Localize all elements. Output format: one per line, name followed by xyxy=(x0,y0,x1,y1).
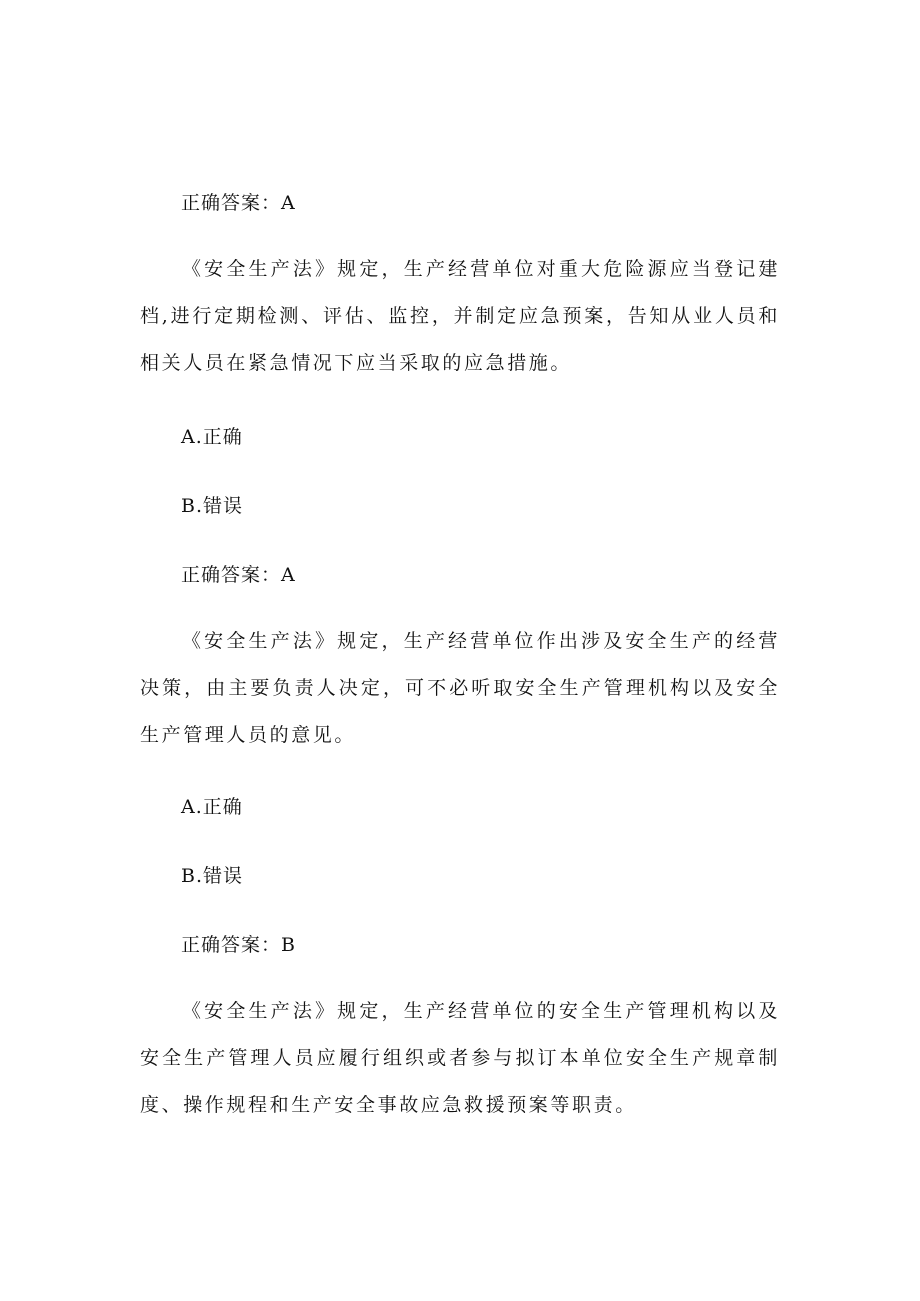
option-a: A.正确 xyxy=(181,426,243,448)
answer-label: 正确答案：B xyxy=(181,934,296,956)
option-b: B.错误 xyxy=(181,495,244,517)
option-a: A.正确 xyxy=(181,796,243,818)
option-b: B.错误 xyxy=(181,865,244,887)
answer-label: 正确答案：A xyxy=(181,192,296,214)
question-text: 《安全生产法》规定，生产经营单位作出涉及安全生产的经营决策，由主要负责人决定，可不必听取安全生产管理机构以及安全生产管理人员的意见。 xyxy=(140,630,780,746)
answer-label: 正确答案：A xyxy=(181,564,296,586)
question-text: 《安全生产法》规定，生产经营单位对重大危险源应当登记建档,进行定期检测、评估、监控，并制定应急预案，告知从业人员和相关人员在紧急情况下应当采取的应急措施。 xyxy=(140,258,780,374)
question-text: 《安全生产法》规定，生产经营单位的安全生产管理机构以及安全生产管理人员应履行组织或者参与拟订本单位安全生产规章制度、操作规程和生产安全事故应急救援预案等职责。 xyxy=(140,1000,780,1116)
